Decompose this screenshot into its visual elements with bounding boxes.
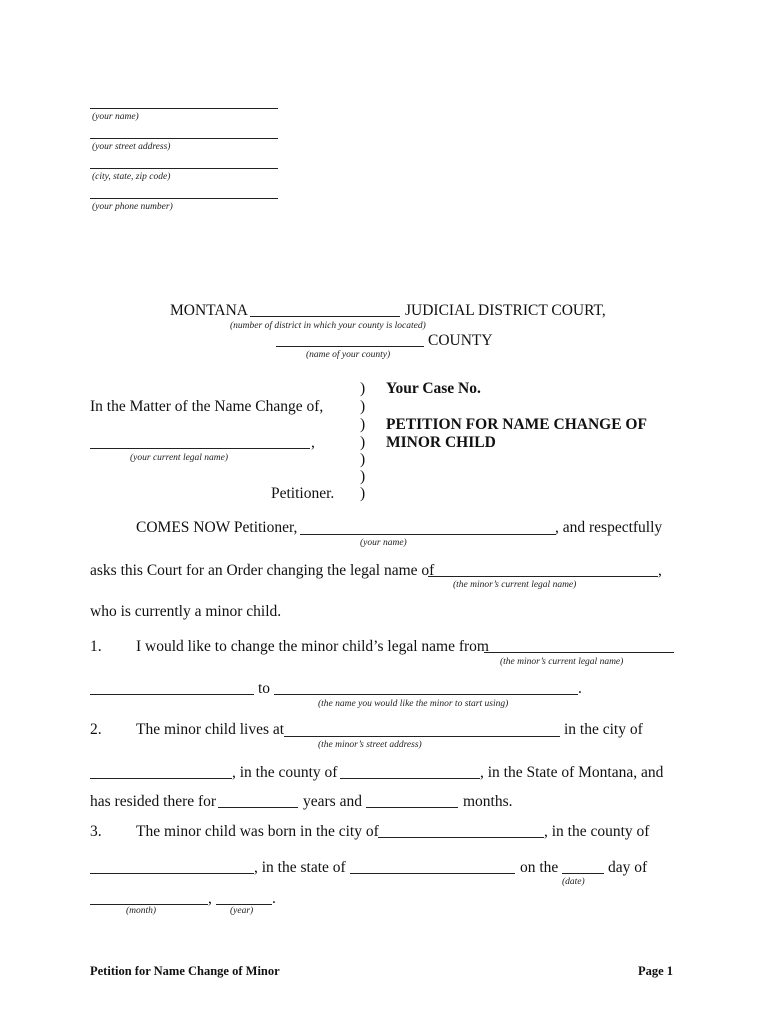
caption-paren: ) — [360, 380, 366, 397]
years-line[interactable] — [218, 807, 298, 808]
day-of-text: day of — [608, 859, 648, 876]
in-state-of-text: , in the state of — [254, 859, 346, 876]
minor-child-text: who is currently a minor child. — [90, 603, 282, 620]
state-of-montana-text: , in the State of Montana, and — [480, 764, 664, 781]
minor-name-from-line[interactable] — [484, 652, 674, 653]
comes-now-text: COMES NOW Petitioner, — [136, 519, 298, 536]
caption-paren: ) — [360, 398, 366, 415]
caption-paren: ) — [360, 416, 366, 433]
court-state: MONTANA — [170, 302, 248, 319]
petitioner-label: Petitioner. — [271, 485, 335, 502]
birth-month-line[interactable] — [90, 904, 208, 905]
minor-current-name-hint: (the minor’s current legal name) — [453, 580, 577, 590]
birth-city-line[interactable] — [378, 837, 544, 838]
caption-paren: ) — [360, 468, 366, 485]
name-hint: (your name) — [92, 112, 139, 122]
legal-name-comma: , — [311, 434, 315, 451]
minor-street-address-hint: (the minor’s street address) — [318, 740, 422, 750]
petitioner-name-hint: (your name) — [360, 538, 407, 548]
month-hint: (month) — [126, 906, 157, 916]
street-address-hint: (your street address) — [92, 142, 171, 152]
asks-text: asks this Court for an Order changing the legal name of — [90, 562, 435, 579]
birth-county-line[interactable] — [90, 873, 254, 874]
city-state-zip-hint: (city, state, zip code) — [92, 172, 171, 182]
resided-text: has resided there for — [90, 793, 217, 810]
birth-in-county-of-text: , in the county of — [544, 823, 650, 840]
month-comma: , — [208, 890, 212, 907]
months-text: months. — [463, 793, 513, 810]
date-hint: (date) — [562, 877, 585, 887]
birth-year-line[interactable] — [216, 904, 272, 905]
county-word: COUNTY — [428, 332, 493, 349]
district-hint: (number of district in which your county is located) — [230, 321, 426, 331]
in-city-of-text: in the city of — [564, 721, 643, 738]
phone-number-line[interactable] — [90, 198, 278, 199]
to-word: to — [258, 680, 271, 697]
name-line[interactable] — [90, 108, 278, 109]
petitioner-name-line[interactable] — [300, 534, 556, 535]
paragraph-2-text: The minor child lives at — [136, 721, 285, 738]
street-address-line[interactable] — [90, 138, 278, 139]
caption-paren: ) — [360, 451, 366, 468]
current-legal-name-line[interactable] — [90, 448, 310, 449]
paragraph-1-number: 1. — [90, 638, 102, 655]
phone-number-hint: (your phone number) — [92, 202, 173, 212]
new-name-period: . — [578, 680, 582, 697]
minor-name-continued-line[interactable] — [90, 694, 254, 695]
paragraph-3-number: 3. — [90, 823, 102, 840]
minor-street-address-line[interactable] — [284, 736, 560, 737]
year-period: . — [272, 890, 276, 907]
caption-paren: ) — [360, 485, 366, 502]
caption-paren: ) — [360, 434, 366, 451]
minor-county-line[interactable] — [340, 778, 480, 779]
paragraph-1-text: I would like to change the minor child’s legal name from — [136, 638, 489, 655]
on-the-text: on the — [520, 859, 559, 876]
paragraph-3-text: The minor child was born in the city of — [136, 823, 379, 840]
birth-state-line[interactable] — [350, 873, 515, 874]
county-hint: (name of your county) — [306, 350, 391, 360]
minor-name-from-hint: (the minor’s current legal name) — [500, 657, 624, 667]
page-number: Page 1 — [638, 964, 674, 978]
minor-current-name-line[interactable] — [428, 576, 658, 577]
document-title-line1: PETITION FOR NAME CHANGE OF — [386, 416, 647, 433]
in-county-of-text: , in the county of — [232, 764, 338, 781]
court-name: JUDICIAL DISTRICT COURT, — [405, 302, 606, 319]
city-state-zip-line[interactable] — [90, 168, 278, 169]
case-number-label: Your Case No. — [386, 380, 481, 397]
months-line[interactable] — [366, 807, 458, 808]
year-hint: (year) — [230, 906, 254, 916]
current-legal-name-hint: (your current legal name) — [130, 453, 229, 463]
county-name-line[interactable] — [276, 346, 424, 347]
new-name-line[interactable] — [274, 694, 578, 695]
matter-text: In the Matter of the Name Change of, — [90, 398, 324, 415]
years-and-text: years and — [303, 793, 362, 810]
document-title-line2: MINOR CHILD — [386, 434, 496, 451]
birth-date-line[interactable] — [562, 873, 604, 874]
respectfully-text: , and respectfully — [555, 519, 663, 536]
district-number-line[interactable] — [250, 316, 400, 317]
minor-city-line[interactable] — [90, 778, 232, 779]
footer-title: Petition for Name Change of Minor — [90, 964, 280, 978]
new-name-hint: (the name you would like the minor to start using) — [318, 699, 509, 709]
asks-comma: , — [658, 562, 662, 579]
paragraph-2-number: 2. — [90, 721, 102, 738]
